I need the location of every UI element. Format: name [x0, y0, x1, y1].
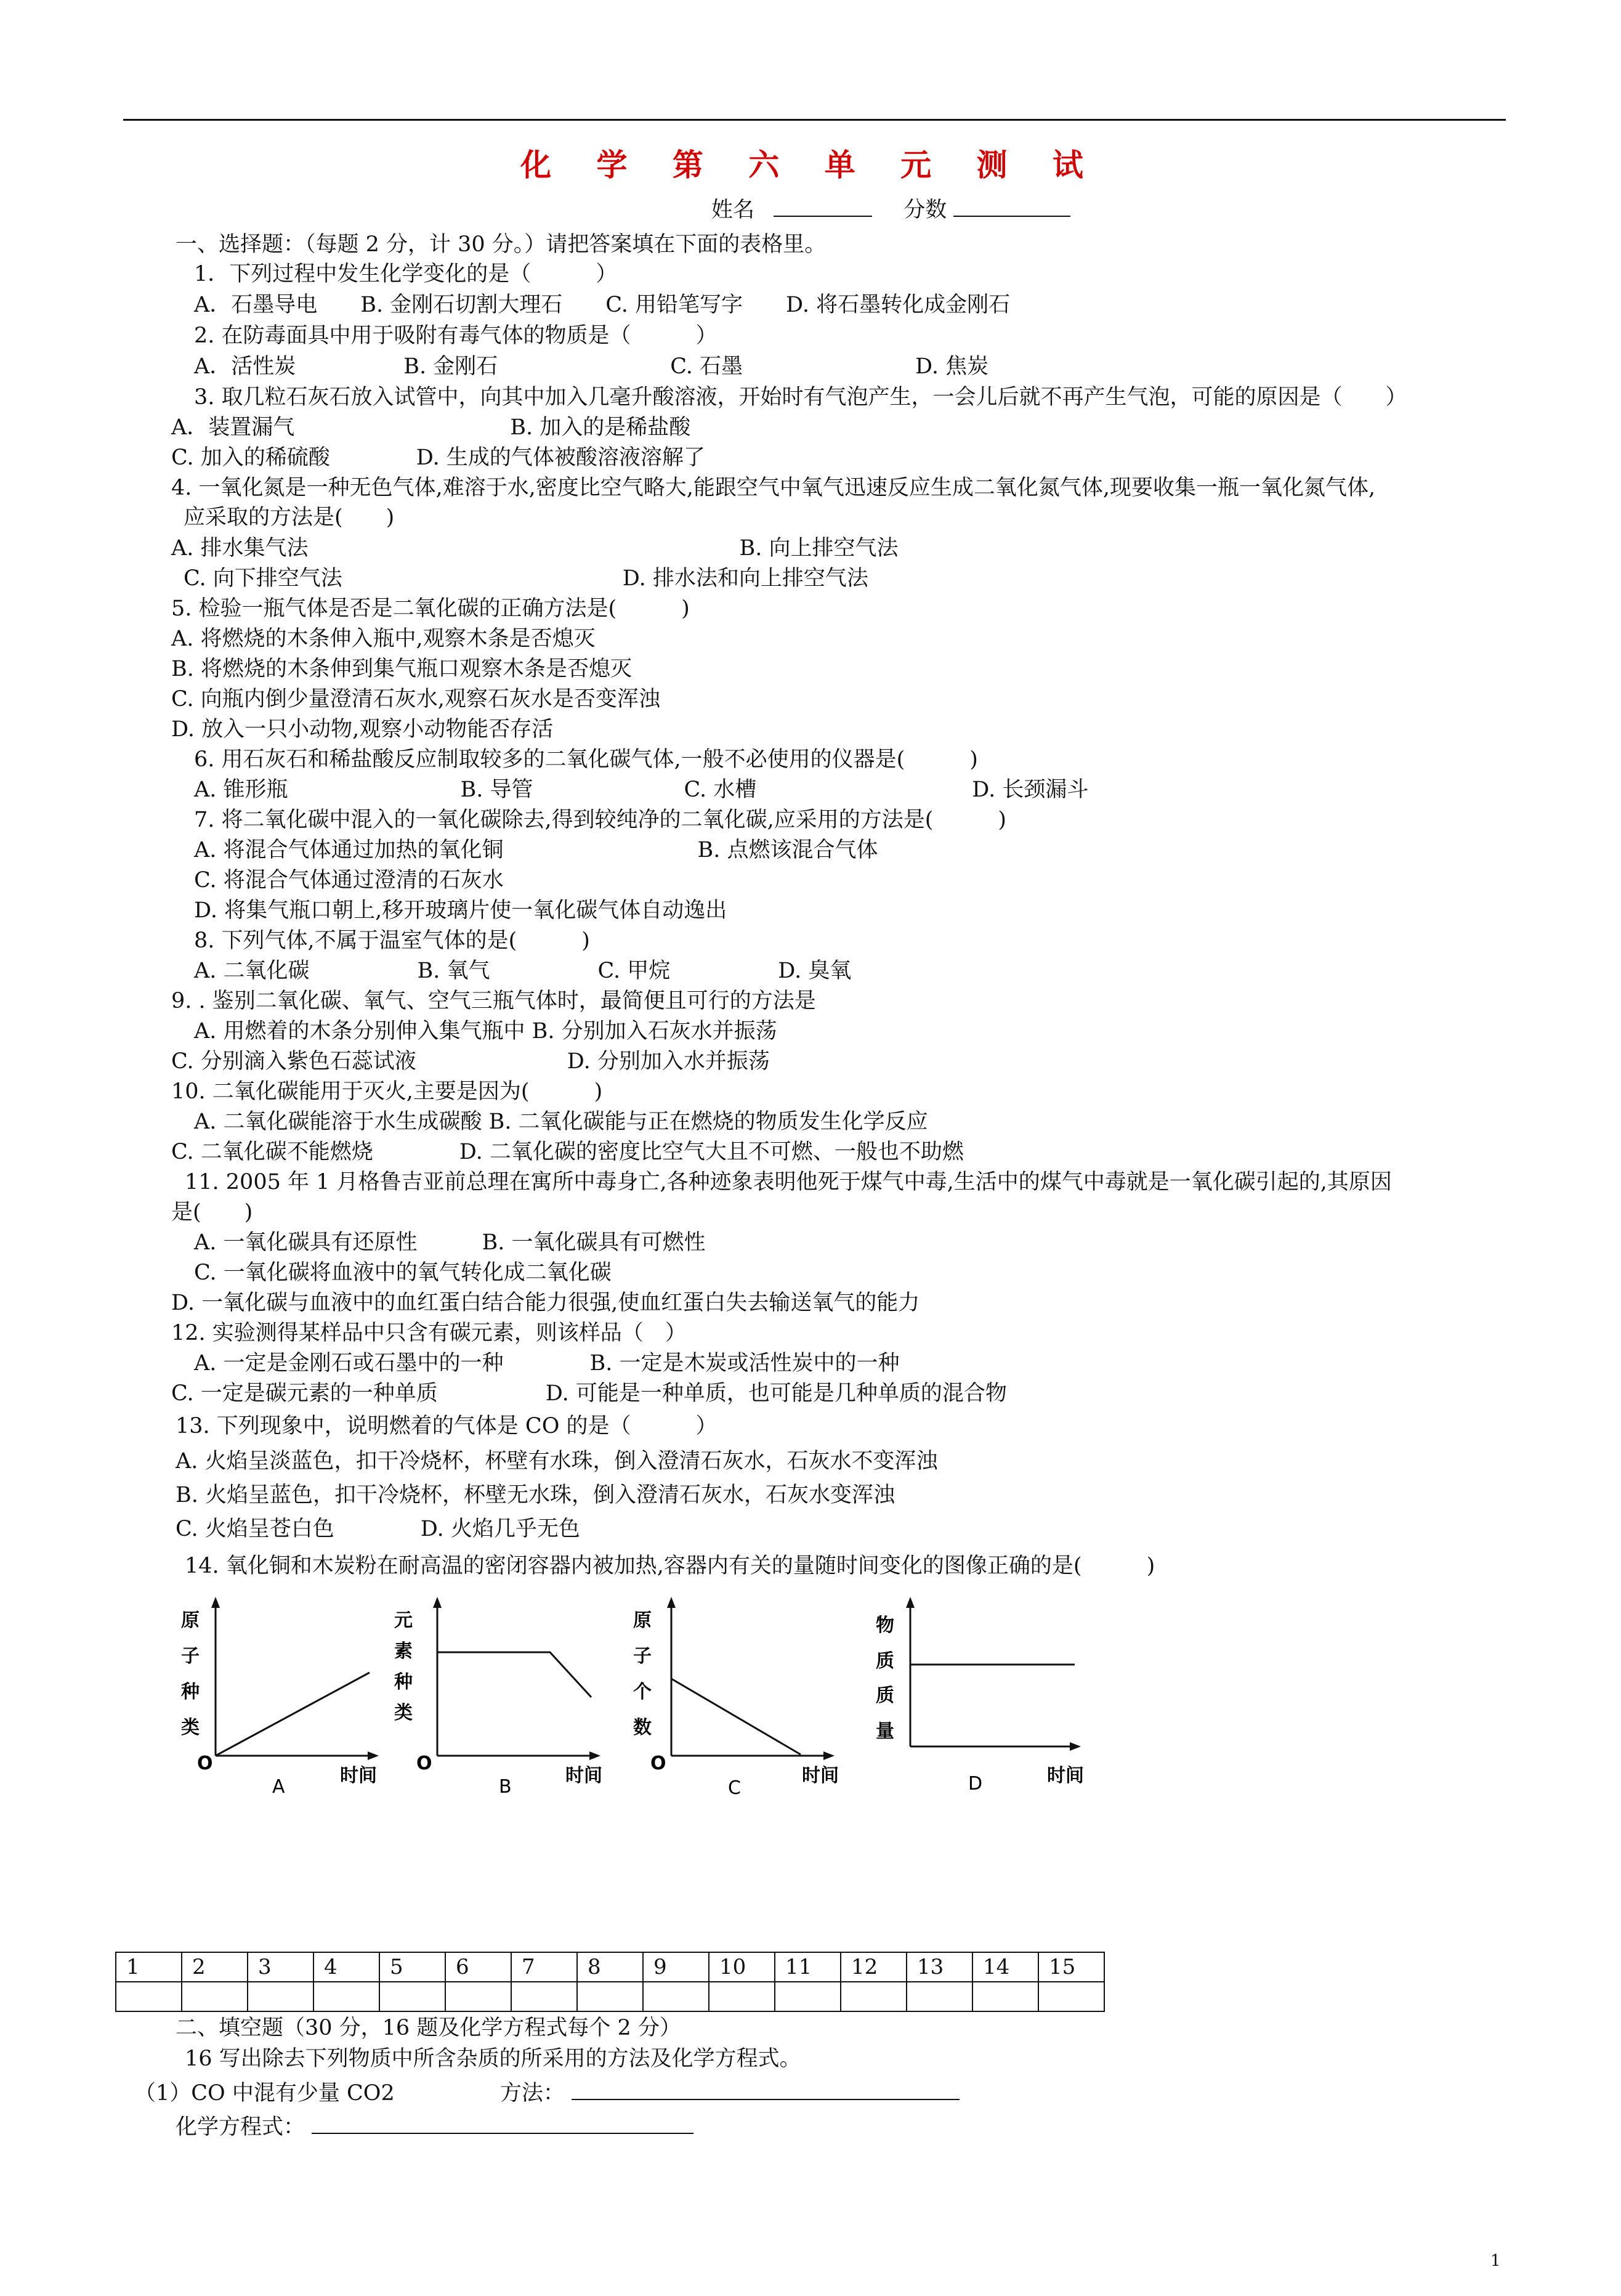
score-field[interactable] [953, 196, 1070, 217]
page-number: 1 [1490, 2252, 1501, 2270]
answer-cell[interactable] [445, 1982, 511, 2011]
answer-input-row [116, 1982, 1104, 2011]
question-line: A．活性炭 B. 金刚石 C. 石墨 D. 焦炭 [194, 354, 989, 379]
question-line: A. 火焰呈淡蓝色，扣干冷烧杯，杯壁有水珠，倒入澄清石灰水，石灰水不变浑浊 [176, 1449, 938, 1474]
question-line: 7. 将二氧化碳中混入的一氧化碳除去,得到较纯净的二氧化碳,应采用的方法是( ) [194, 808, 1007, 832]
y-label-char: 元 [394, 1610, 413, 1631]
equation-field[interactable] [312, 2113, 693, 2134]
graph-b [388, 1596, 610, 1799]
graph-line [216, 1673, 370, 1756]
answer-number: 4 [313, 1952, 379, 1982]
question-line: 11. 2005 年 1 月格鲁吉亚前总理在寓所中毒身亡,各种迹象表明他死于煤气中毒,生活中的煤气中毒就是一氧化碳引起的,其原因 [185, 1170, 1392, 1195]
question-16: 16 写出除去下列物质中所含杂质的所采用的方法及化学方程式。 [185, 2047, 801, 2071]
origin-label: O [197, 1753, 213, 1774]
answer-number: 1 [116, 1952, 182, 1982]
x-axis-arrow [368, 1751, 379, 1760]
question-line: 9. . 鉴别二氧化碳、氧气、空气三瓶气体时，最简便且可行的方法是 [171, 989, 816, 1013]
answer-cell[interactable] [511, 1982, 577, 2011]
answer-cell[interactable] [1038, 1982, 1104, 2011]
question-line: C. 二氧化碳不能燃烧 D. 二氧化碳的密度比空气大且不可燃、一般也不助燃 [171, 1140, 964, 1164]
y-label-char: 素 [394, 1641, 413, 1662]
y-label-char: 质 [876, 1650, 894, 1672]
question-line: A. 二氧化碳 B. 氧气 C. 甲烷 D. 臭氧 [194, 959, 852, 983]
origin-label: O [416, 1753, 432, 1774]
y-label-char: 子 [633, 1645, 652, 1667]
answer-number: 13 [907, 1952, 972, 1982]
q16-item1 [134, 2079, 960, 2107]
x-axis-arrow [589, 1751, 600, 1760]
y-label-char: 原 [181, 1610, 200, 1631]
answer-cell[interactable] [182, 1982, 248, 2011]
name-label: 姓名 [711, 198, 755, 222]
y-axis-arrow [667, 1597, 676, 1608]
y-axis-arrow [211, 1597, 220, 1608]
answer-number: 12 [841, 1952, 907, 1982]
y-axis-arrow [906, 1597, 915, 1608]
equation-label: 化学方程式： [176, 2115, 305, 2140]
question-line: 2. 在防毒面具中用于吸附有毒气体的物质是（ ） [194, 323, 718, 348]
answer-cell[interactable] [379, 1982, 445, 2011]
answer-number: 6 [445, 1952, 511, 1982]
page-title: 化 学 第 六 单 元 测 试 [520, 147, 1101, 183]
answer-cell[interactable] [643, 1982, 709, 2011]
answer-table [115, 1952, 1105, 2012]
question-line: C. 一氧化碳将血液中的氧气转化成二氧化碳 [194, 1260, 612, 1285]
question-line: A．装置漏气 B. 加入的是稀盐酸 [171, 415, 691, 440]
answer-cell[interactable] [709, 1982, 775, 2011]
y-label-char: 子 [181, 1645, 200, 1667]
answer-number: 15 [1038, 1952, 1104, 1982]
question-line: 应采取的方法是( ) [184, 505, 395, 530]
question-line: 是( ) [171, 1200, 253, 1225]
y-axis-arrow [433, 1597, 442, 1608]
question-line: 12. 实验测得某样品中只含有碳元素，则该样品（ ） [171, 1321, 687, 1345]
answer-cell[interactable] [248, 1982, 313, 2011]
question-line: C. 一定是碳元素的一种单质 D. 可能是一种单质，也可能是几种单质的混合物 [171, 1381, 1007, 1406]
question-line: D. 放入一只小动物,观察小动物能否存活 [171, 717, 554, 742]
answer-cell[interactable] [775, 1982, 841, 2011]
question-line: B. 火焰呈蓝色，扣干冷烧杯，杯壁无水珠，倒入澄清石灰水，石灰水变浑浊 [176, 1483, 895, 1507]
y-label-char: 物 [876, 1615, 894, 1636]
graph-letter: C [728, 1777, 741, 1799]
answer-number: 5 [379, 1952, 445, 1982]
graph-a [166, 1596, 388, 1799]
question-line: 1．下列过程中发生化学变化的是（ ） [194, 262, 618, 286]
name-score-line [711, 196, 1070, 224]
y-label-char: 数 [633, 1717, 652, 1738]
graph-letter: B [499, 1776, 512, 1798]
question-line: A. 将燃烧的木条伸入瓶中,观察木条是否熄灭 [171, 627, 596, 651]
section2-heading: 二、填空题（30 分，16 题及化学方程式每个 2 分） [176, 2016, 681, 2040]
equation-line [176, 2113, 693, 2141]
graph-letter: D [968, 1773, 983, 1795]
x-label: 时间 [340, 1765, 377, 1787]
score-label: 分数 [903, 198, 947, 222]
answer-cell[interactable] [841, 1982, 907, 2011]
question-line: 14. 氧化铜和木炭粉在耐高温的密闭容器内被加热,容器内有关的量随时间变化的图像正确的是( ) [185, 1554, 1155, 1578]
question-line: B. 将燃烧的木条伸到集气瓶口观察木条是否熄灭 [171, 657, 632, 681]
y-label-char: 量 [876, 1721, 894, 1742]
x-axis-arrow [823, 1751, 835, 1760]
question-line: 13. 下列现象中，说明燃着的气体是 CO 的是（ ） [176, 1414, 718, 1438]
y-label-char: 质 [876, 1685, 894, 1706]
answer-number: 10 [709, 1952, 775, 1982]
question-line: A. 锥形瓶 B. 导管 C. 水槽 D. 长颈漏斗 [194, 777, 1089, 802]
answer-number: 9 [643, 1952, 709, 1982]
question-line: 3. 取几粒石灰石放入试管中，向其中加入几毫升酸溶液，开始时有气泡产生，一会儿后就不再产生气泡，可能的原因是（ ） [194, 385, 1407, 410]
question-line: C. 将混合气体通过澄清的石灰水 [194, 868, 504, 893]
answer-number-row [116, 1952, 1104, 1982]
question-line: A．石墨导电 B. 金刚石切割大理石 C. 用铅笔写字 D. 将石墨转化成金刚石 [194, 293, 1011, 317]
question-line: A. 排水集气法 B. 向上排空气法 [171, 536, 899, 561]
question-line: A. 一氧化碳具有还原性 B. 一氧化碳具有可燃性 [194, 1230, 706, 1255]
question-line: A. 将混合气体通过加热的氧化铜 B. 点燃该混合气体 [194, 838, 878, 862]
answer-number: 14 [972, 1952, 1038, 1982]
section1-heading: 一、选择题：（每题 2 分，计 30 分。）请把答案填在下面的表格里。 [176, 232, 827, 257]
y-label-char: 种 [181, 1681, 200, 1703]
y-label-char: 类 [394, 1702, 413, 1724]
name-field[interactable] [774, 196, 872, 217]
answer-cell[interactable] [907, 1982, 972, 2011]
y-label-char: 种 [394, 1671, 413, 1693]
question-line: D. 一氧化碳与血液中的血红蛋白结合能力很强,使血红蛋白失去输送氧气的能力 [171, 1291, 920, 1315]
question-line: A. 用燃着的木条分别伸入集气瓶中 B. 分别加入石灰水并振荡 [194, 1019, 777, 1044]
answer-number: 8 [577, 1952, 643, 1982]
q16-item1-text: （1）CO 中混有少量 CO2 [134, 2081, 395, 2106]
answer-number: 3 [248, 1952, 313, 1982]
question-line: 5. 检验一瓶气体是否是二氧化碳的正确方法是( ) [171, 596, 690, 621]
question-line: 4. 一氧化氮是一种无色气体,难溶于水,密度比空气略大,能跟空气中氧气迅速反应生成二氧化氮气体,现要收集一瓶一氧化氮气体, [171, 476, 1376, 500]
graph-c [622, 1596, 844, 1799]
question-line: 10. 二氧化碳能用于灭火,主要是因为( ) [171, 1079, 603, 1104]
graph-letter: A [272, 1776, 285, 1798]
graph-line [437, 1652, 591, 1697]
x-axis-arrow [1070, 1742, 1081, 1751]
top-rule [123, 119, 1506, 121]
x-label: 时间 [565, 1765, 602, 1787]
answer-number: 2 [182, 1952, 248, 1982]
question-line: C. 火焰呈苍白色 D. 火焰几乎无色 [176, 1517, 580, 1541]
answer-cell[interactable] [313, 1982, 379, 2011]
y-label-char: 类 [181, 1717, 200, 1738]
question-line: C. 向瓶内倒少量澄清石灰水,观察石灰水是否变浑浊 [171, 687, 660, 712]
y-label-char: 原 [633, 1610, 652, 1631]
question-line: A. 二氧化碳能溶于水生成碳酸 B. 二氧化碳能与正在燃烧的物质发生化学反应 [194, 1109, 928, 1134]
x-label: 时间 [802, 1765, 839, 1787]
question-line: C. 分别滴入紫色石蕊试液 D. 分别加入水并振荡 [171, 1049, 770, 1074]
question-line: C. 向下排空气法 D. 排水法和向上排空气法 [184, 566, 868, 591]
x-label: 时间 [1047, 1765, 1084, 1787]
answer-number: 7 [511, 1952, 577, 1982]
answer-number: 11 [775, 1952, 841, 1982]
question-line: D. 将集气瓶口朝上,移开玻璃片使一氧化碳气体自动逸出 [194, 898, 727, 923]
question-line: A. 一定是金刚石或石墨中的一种 B. 一定是木炭或活性炭中的一种 [194, 1351, 900, 1376]
method-field[interactable] [572, 2079, 960, 2100]
question-line: 6. 用石灰石和稀盐酸反应制取较多的二氧化碳气体,一般不必使用的仪器是( ) [194, 747, 978, 772]
answer-cell[interactable] [972, 1982, 1038, 2011]
graph-line [671, 1679, 801, 1754]
answer-cell[interactable] [577, 1982, 643, 2011]
origin-label: O [650, 1753, 666, 1774]
method-label: 方法： [499, 2081, 565, 2106]
question-line: 8. 下列气体,不属于温室气体的是( ) [194, 928, 590, 953]
question-line: C. 加入的稀硫酸 D. 生成的气体被酸溶液溶解了 [171, 445, 705, 470]
graph-d [862, 1596, 1096, 1799]
answer-cell[interactable] [116, 1982, 182, 2011]
y-label-char: 个 [633, 1681, 652, 1703]
